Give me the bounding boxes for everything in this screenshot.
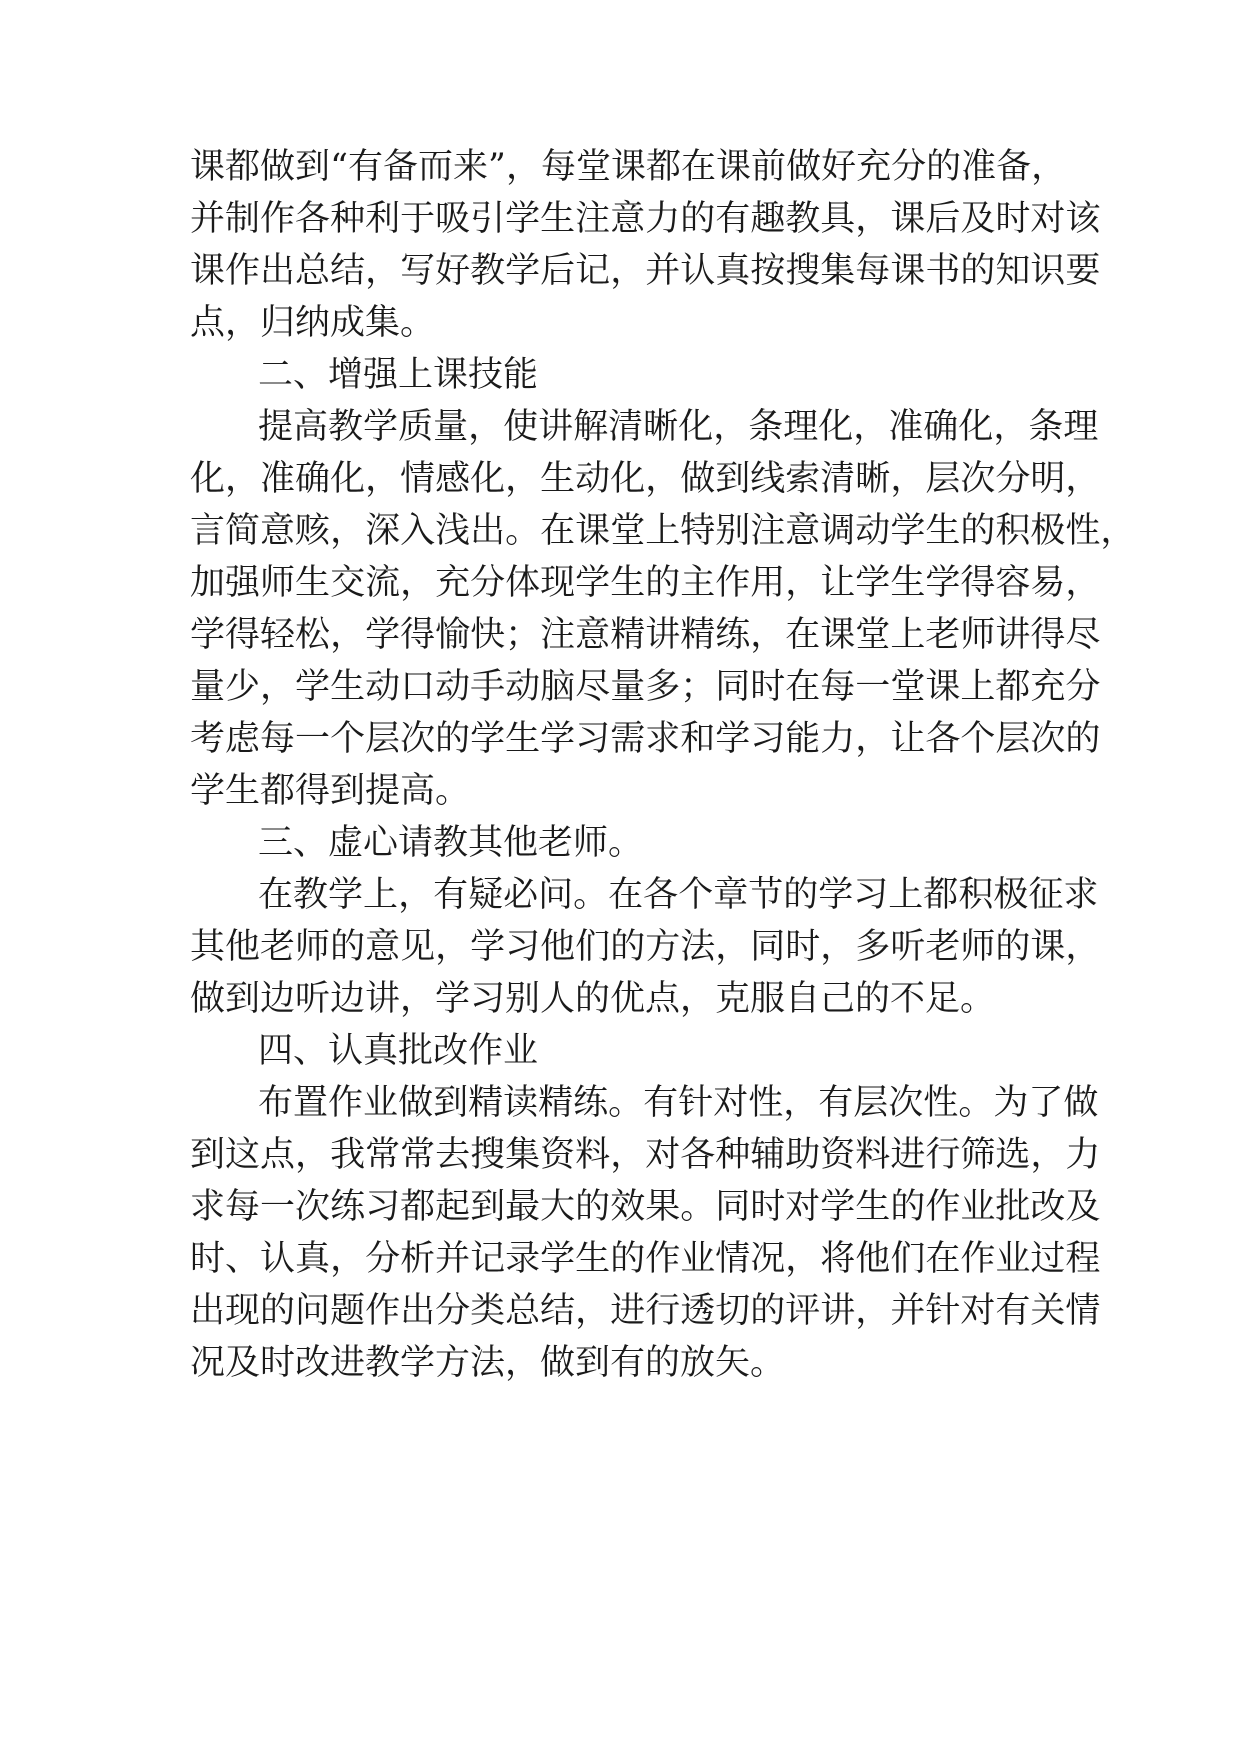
paragraph-line: 点，归纳成集。: [190, 303, 436, 343]
paragraph-line: 课 都 做 到 “ 有 备 而 来 ” ， 每 堂 课 都 在 课 前 做 好 充 分 的 准 备 ，: [190, 147, 1067, 187]
paragraph-line: 其 他 老 师 的 意 见 ， 学 习 他 们 的 方 法 ， 同 时 ， 多 听 老 师 的 课 ，: [190, 927, 1101, 967]
paragraph-line: 到 这 点 ， 我 常 常 去 搜 集 资 料 ， 对 各 种 辅 助 资 料 进 行 筛 选 ， 力: [190, 1135, 1101, 1175]
paragraph-line: 出 现 的 问 题 作 出 分 类 总 结 ， 进 行 透 切 的 评 讲 ， 并 针 对 有 关 情: [190, 1291, 1101, 1331]
paragraph-line: 并 制 作 各 种 利 于 吸 引 学 生 注 意 力 的 有 趣 教 具 ， 课 后 及 时 对 该: [190, 199, 1101, 239]
paragraph-line: 加 强 师 生 交 流 ， 充 分 体 现 学 生 的 主 作 用 ， 让 学 生 学 得 容 易 ，: [190, 563, 1101, 603]
paragraph-line: 言 简 意 赅 ， 深 入 浅 出 。 在 课 堂 上 特 别 注 意 调 动 学 生 的 积 极 性 ，: [190, 511, 1136, 551]
paragraph-line: 布 置 作 业 做 到 精 读 精 练 。 有 针 对 性 ， 有 层 次 性 。 为 了 做: [258, 1083, 1099, 1123]
paragraph-line: 求 每 一 次 练 习 都 起 到 最 大 的 效 果 。 同 时 对 学 生 的 作 业 批 改 及: [190, 1187, 1101, 1227]
paragraph-line: 学 得 轻 松 ， 学 得 愉 快 ； 注 意 精 讲 精 练 ， 在 课 堂 上 老 师 讲 得 尽: [190, 615, 1101, 655]
paragraph-line: 量 少 ， 学 生 动 口 动 手 动 脑 尽 量 多 ； 同 时 在 每 一 堂 课 上 都 充 分: [190, 667, 1101, 707]
paragraph-line: 做到边听边讲，学习别人的优点，克服自己的不足。: [190, 979, 996, 1019]
section-heading: 四、认真批改作业: [258, 1031, 539, 1071]
paragraph-line: 化 ， 准 确 化 ， 情 感 化 ， 生 动 化 ， 做 到 线 索 清 晰 ， 层 次 分 明 ，: [190, 459, 1101, 499]
paragraph-line: 时 、 认 真 ， 分 析 并 记 录 学 生 的 作 业 情 况 ， 将 他 们 在 作 业 过 程: [190, 1239, 1101, 1279]
paragraph-line: 在 教 学 上 ， 有 疑 必 问 。 在 各 个 章 节 的 学 习 上 都 积 极 征 求: [258, 875, 1099, 915]
paragraph-line: 学生都得到提高。: [190, 771, 471, 811]
paragraph-line: 况及时改进教学方法，做到有的放矢。: [190, 1343, 786, 1383]
paragraph-line: 课 作 出 总 结 ， 写 好 教 学 后 记 ， 并 认 真 按 搜 集 每 课 书 的 知 识 要: [190, 251, 1101, 291]
section-heading: 二、增强上课技能: [258, 355, 539, 395]
paragraph-line: 考 虑 每 一 个 层 次 的 学 生 学 习 需 求 和 学 习 能 力 ， 让 各 个 层 次 的: [190, 719, 1101, 759]
paragraph-line: 提 高 教 学 质 量 ， 使 讲 解 清 晰 化 ， 条 理 化 ， 准 确 化 ， 条 理: [258, 407, 1099, 447]
section-heading: 三、虚心请教其他老师。: [258, 823, 644, 863]
